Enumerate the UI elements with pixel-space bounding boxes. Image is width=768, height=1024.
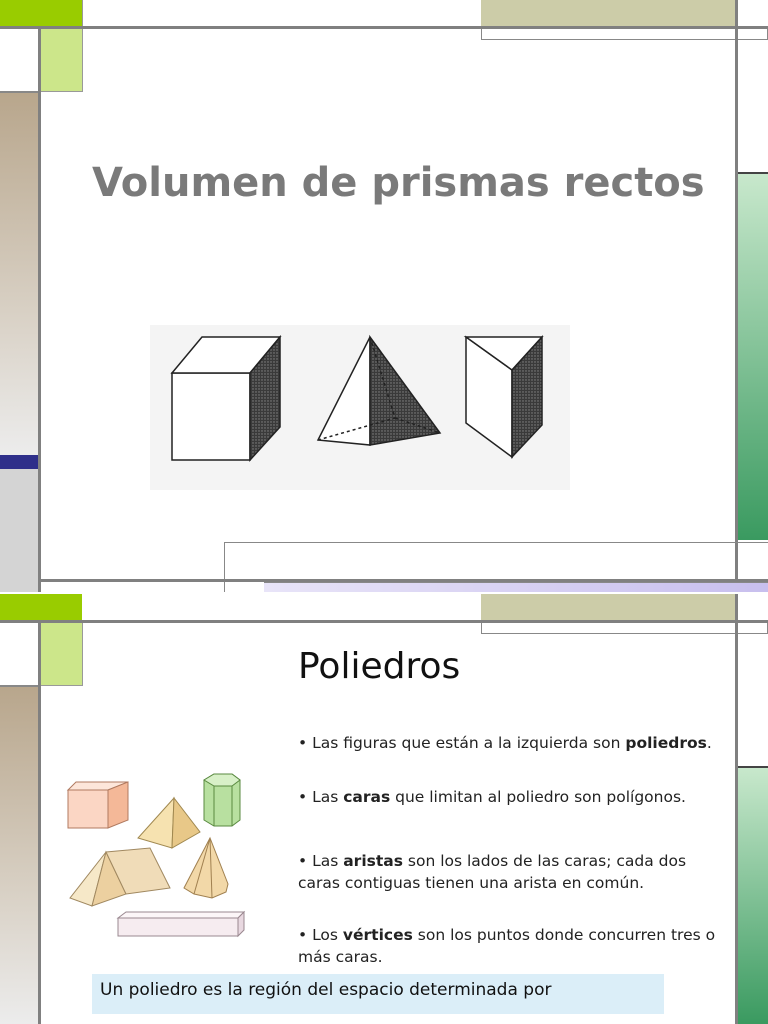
bullet-text: • Las <box>298 788 344 806</box>
slide-title: Volumen de prismas rectos <box>92 160 705 206</box>
khaki-block <box>481 0 735 26</box>
bullet-text: • Las <box>298 852 344 870</box>
tan-strip <box>0 687 38 1024</box>
bullet-text: . <box>706 734 712 752</box>
green-gradient-strip <box>738 766 768 1024</box>
bullet-text: que limitan al poliedro son polígonos. <box>390 788 686 806</box>
bullet-item <box>298 850 730 894</box>
navy-band <box>0 455 38 469</box>
tan-strip <box>0 93 38 455</box>
top-right-thin-line <box>82 0 83 26</box>
triangular-prism-shape <box>70 848 170 906</box>
bullet-item <box>298 924 730 968</box>
accent-green-block <box>0 594 82 620</box>
hexagonal-pyramid-shape <box>184 838 228 898</box>
bullet-text: son los puntos donde concurren tres o más caras. <box>298 926 716 966</box>
cube-shape <box>172 337 280 460</box>
bullet-item <box>298 732 730 754</box>
yellow-pyramid-shape <box>138 798 200 848</box>
bullet-text: • Las figuras que están a la izquierda son <box>298 734 626 752</box>
accent-green-block <box>0 0 82 26</box>
definition-callout: Un poliedro es la región del espacio determinada por <box>92 974 664 1014</box>
bullet-item <box>298 786 730 808</box>
orange-cube-shape <box>68 782 128 828</box>
light-green-block <box>41 623 83 686</box>
slide-title: Poliedros <box>298 646 461 687</box>
bullet-bold: vértices <box>342 926 413 944</box>
left-white-box <box>0 623 38 687</box>
slide-2 <box>0 594 768 1024</box>
polyhedra-illustration <box>62 770 272 945</box>
lavender-band <box>264 582 768 592</box>
green-gradient-strip <box>738 172 768 540</box>
green-hexagonal-prism-shape <box>204 774 240 826</box>
bullet-text: • Los <box>298 926 343 944</box>
solids-illustration <box>150 325 570 490</box>
outline-box-top-right <box>481 29 768 40</box>
bullet-list <box>298 732 730 972</box>
bullet-bold: poliedros <box>625 734 707 752</box>
bullet-text: son los lados de las caras; cada dos caras contiguas tienen una arista en común. <box>298 852 687 892</box>
khaki-block <box>481 594 735 620</box>
left-white-box <box>0 29 38 93</box>
gray-strip <box>0 469 38 592</box>
bullet-bold: aristas <box>343 852 403 870</box>
pink-rectangular-prism-shape <box>118 912 244 936</box>
left-vertical-rule <box>38 26 41 592</box>
bullet-bold: caras <box>343 788 391 806</box>
light-green-block <box>41 29 83 92</box>
outline-box-top-right <box>481 623 768 634</box>
